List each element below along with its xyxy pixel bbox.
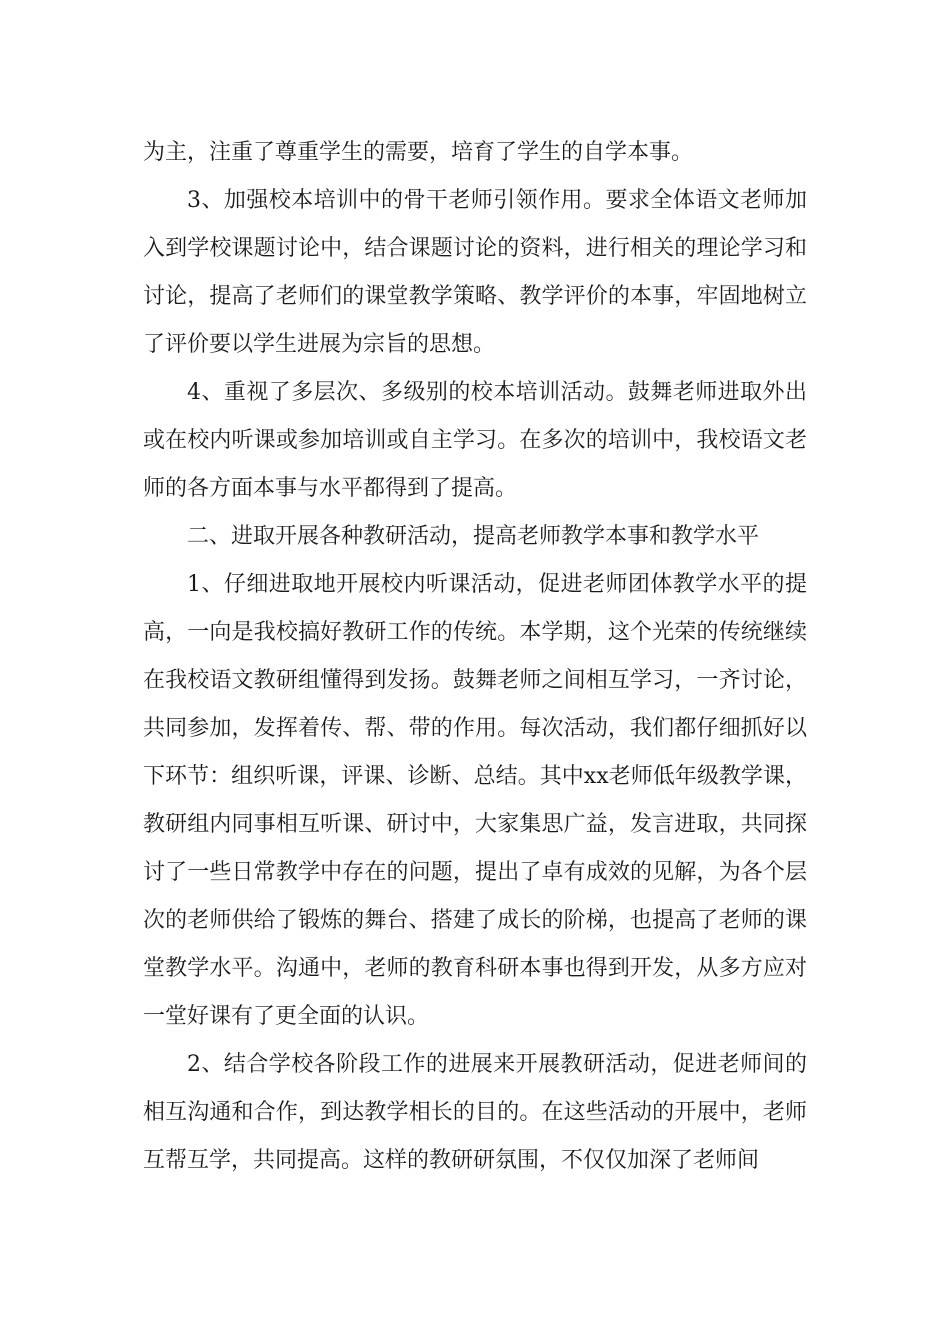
paragraph-section2-item-1: 1、仔细进取地开展校内听课活动，促进老师团体教学水平的提高，一向是我校搞好教研工作的传统。本学期，这个光荣的传统继续在我校语文教研组懂得到发扬。鼓舞老师之间相互学习，一齐讨论，共同参加，发挥着传、帮、带的作用。每次活动，我们都仔细抓好以下环节：组织听课，评课、诊断、总结。其中xx老师低年级教学课，教研组内同事相互听课、研讨中，大家集思广益，发言进取，共同探讨了一些日常教学中存在的问题，提出了卓有成效的见解，为各个层次的老师供给了锻炼的舞台、搭建了成长的阶梯，也提高了老师的课堂教学水平。沟通中，老师的教育科研本事也得到开发，从多方应对一堂好课有了更全面的认识。 — [143, 572, 807, 1029]
section-heading-2: 二、进取开展各种教研活动，提高老师教学本事和教学水平 — [187, 524, 760, 549]
paragraph-item-4: 4、重视了多层次、多级别的校本培训活动。鼓舞老师进取外出或在校内听课或参加培训或自主学习。在多次的培训中，我校语文老师的各方面本事与水平都得到了提高。 — [143, 380, 807, 501]
paragraph-section2-item-2: 2、结合学校各阶段工作的进展来开展教研活动，促进老师间的相互沟通和合作，到达教学相长的目的。在这些活动的开展中，老师互帮互学，共同提高。这样的教研研氛围，不仅仅加深了老师间 — [143, 1052, 807, 1173]
paragraph-continuation: 为主，注重了尊重学生的需要，培育了学生的自学本事。 — [143, 140, 694, 165]
document-body — [143, 129, 807, 1185]
paragraph-item-3: 3、加强校本培训中的骨干老师引领作用。要求全体语文老师加入到学校课题讨论中，结合课题讨论的资料，进行相关的理论学习和讨论，提高了老师们的课堂教学策略、教学评价的本事，牢固地树立了评价要以学生进展为宗旨的思想。 — [143, 188, 807, 357]
